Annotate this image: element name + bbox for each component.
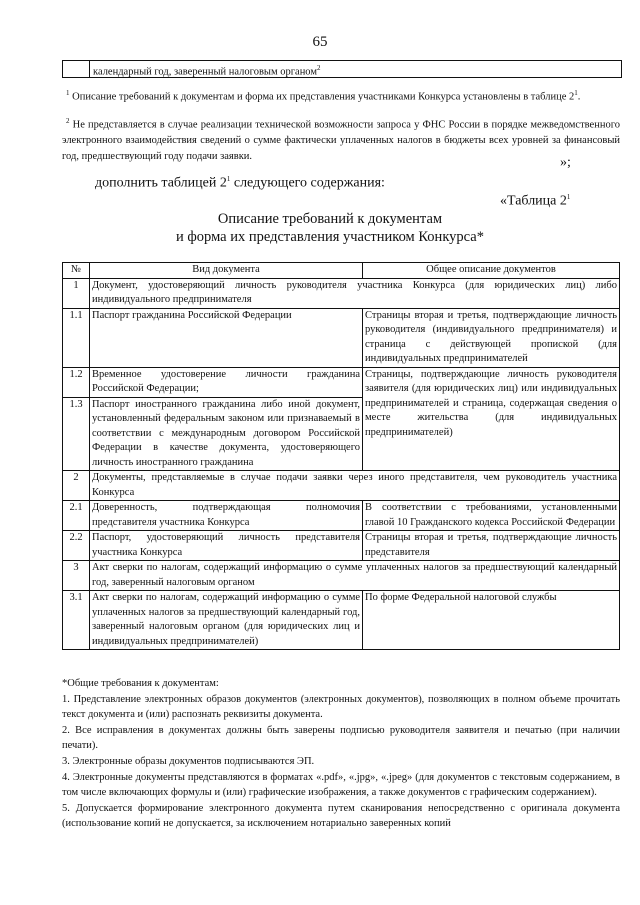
continuation-text-body: календарный год, заверенный налоговым органом — [93, 66, 318, 78]
note-item-3: 3. Электронные образы документов подписываются ЭП. — [62, 756, 315, 767]
footnote-1-mark: 1 — [66, 89, 70, 97]
row-doc-type: Временное удостоверение личности гражданина Российской Федерации; — [90, 367, 363, 397]
row-doc-type: Паспорт гражданина Российской Федерации — [90, 308, 363, 367]
footnote-2-text: Не представляется в случае реализации технической возможности запроса у ФНС России в порядке межведомственного электронного взаимодействия сведений о сумме фактически уплаченных налогов в бюджеты всех уровней за финансовый год, предшествующий году подачи заявки. — [62, 119, 620, 162]
footnote-2 — [62, 114, 620, 164]
header-doc-type: Вид документа — [90, 263, 363, 279]
row-number: 2 — [63, 471, 90, 501]
note-item-1: 1. Представление электронных образов документов (электронных документов), позволяющих в полном объеме прочитать текст документа и (или) распознать реквизиты документа. — [62, 694, 620, 720]
row-number: 1.3 — [63, 397, 90, 471]
table-row — [63, 501, 620, 531]
row-description: По форме Федеральной налоговой службы — [363, 591, 620, 650]
row-section-text: Документы, представляемые в случае подачи заявки через иного представителя, чем руководитель участника Конкурса — [90, 471, 620, 501]
table-title-line-2: и форма их представления участником Конкурса* — [176, 229, 484, 245]
header-description: Общее описание документов — [363, 263, 620, 279]
table-row — [63, 278, 620, 308]
add-tail: следующего содержания: — [230, 175, 385, 191]
add-sup: 1 — [226, 175, 231, 183]
table-continuation-row — [62, 60, 622, 78]
table-reference — [500, 193, 570, 210]
table-ref-text: «Таблица 2 — [500, 193, 567, 209]
page-number: 65 — [312, 34, 328, 50]
table-title-line-1: Описание требований к документам — [217, 211, 443, 227]
requirements-table — [62, 262, 620, 650]
row-number: 1.1 — [63, 308, 90, 367]
table-row — [63, 308, 620, 367]
table-ref-sup: 1 — [566, 193, 571, 201]
row-number: 3.1 — [63, 591, 90, 650]
row-section-text: Акт сверки по налогам, содержащий информацию о сумме уплаченных налогов за предшествующий календарный год, заверенный налоговым органом — [90, 561, 620, 591]
row-description: Страницы, подтверждающие личность руководителя заявителя (для юридических лиц) или индивидуальных предпринимателей и страница, содержащая сведения о месте жительства (для индивидуальных предпринимателей) — [363, 367, 620, 471]
continuation-sup: 2 — [317, 64, 321, 72]
row-number: 1.2 — [63, 367, 90, 397]
add-text: дополнить таблицей 2 — [95, 175, 227, 191]
note-item-5: 5. Допускается формирование электронного документа путем сканирования непосредственно с оригинала документа (использование копий не допускается, за исключением нотариально заверенных копий — [62, 803, 620, 829]
row-doc-type: Паспорт иностранного гражданина либо иной документ, установленный федеральным законом или признаваемый в соответствии с международным договором Российской Федерации в качестве документа, удостоверяющего личность иностранного гражданина — [90, 397, 363, 471]
row-doc-type: Паспорт, удостоверяющий личность представителя участника Конкурса — [90, 531, 363, 561]
row-section-text: Документ, удостоверяющий личность руководителя участника Конкурса (для юридических лиц) либо индивидуального предпринимателя — [90, 278, 620, 308]
table-row — [63, 471, 620, 501]
footnote-2-mark: 2 — [66, 117, 70, 125]
row-description: Страницы вторая и третья, подтверждающие личность руководителя (индивидуального предпринимателя) и страница с действующей пропиской (для индивидуальных предпринимателей — [363, 308, 620, 367]
note-item-4: 4. Электронные документы представляются в форматах «.pdf», «.jpg», «.jpeg» (для документов с текстовым содержанием, в том числе включающих формулы и (или) графические изображения, а также документов с графическим содержанием). — [62, 772, 620, 798]
footnote-1-sup: 1 — [574, 89, 578, 97]
table-row — [63, 591, 620, 650]
table-row — [63, 561, 620, 591]
table-row — [63, 367, 620, 397]
table-header-row — [63, 263, 620, 279]
notes-heading: *Общие требования к документам: — [62, 678, 219, 689]
row-number: 3 — [63, 561, 90, 591]
note-item-2: 2. Все исправления в документах должны быть заверены подписью руководителя заявителя и печатью (при наличии печати). — [62, 725, 620, 751]
add-table-instruction — [95, 175, 385, 192]
footnote-1-text: Описание требований к документам и форма их представления участниками Конкурса установлены в таблице 2 — [72, 91, 575, 103]
footnote-1 — [62, 86, 620, 105]
row-doc-type: Акт сверки по налогам, содержащий информацию о сумме уплаченных налогов за предшествующий календарный год, заверенный налоговым органом (для юридических лиц и индивидуальных предпринимателей) — [90, 591, 363, 650]
continuation-text — [93, 61, 321, 80]
general-requirements-notes — [62, 676, 620, 832]
row-number: 2.2 — [63, 531, 90, 561]
row-number: 1 — [63, 278, 90, 308]
row-doc-type: Доверенность, подтверждающая полномочия представителя участника Конкурса — [90, 501, 363, 531]
quote-end: »; — [560, 155, 571, 170]
header-number: № — [63, 263, 90, 279]
row-description: В соответствии с требованиями, установленными главой 10 Гражданского кодекса Российской Федерации — [363, 501, 620, 531]
table-row — [63, 531, 620, 561]
row-number: 2.1 — [63, 501, 90, 531]
row-description: Страницы вторая и третья, подтверждающие личность представителя — [363, 531, 620, 561]
footnote-1-tail: . — [577, 91, 581, 103]
empty-number-cell — [63, 61, 90, 77]
